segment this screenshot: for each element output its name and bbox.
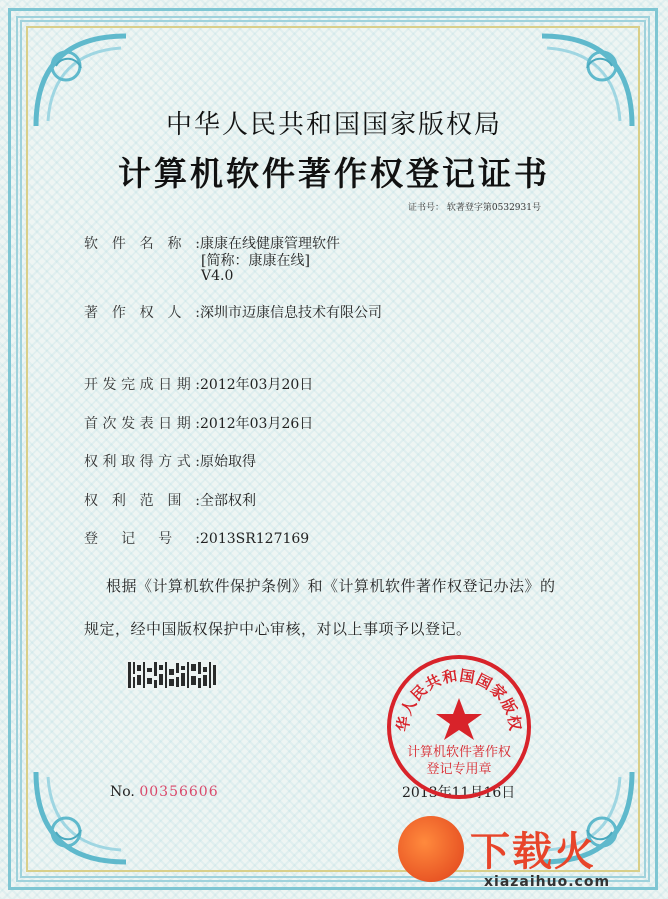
first-publication-date-value: 2012年03月26日 (200, 416, 314, 432)
certificate-title: 计算机软件著作权登记证书 (118, 154, 550, 193)
dev-completion-date-value: 2012年03月20日 (200, 377, 314, 393)
acquisition-method-label: 权利取得方式: (84, 454, 200, 470)
certificate-number (408, 200, 541, 213)
site-watermark (398, 814, 664, 896)
official-seal (384, 652, 534, 802)
acquisition-method-value: 原始取得 (200, 454, 256, 470)
seal-line-1: 计算机软件著作权 (406, 745, 512, 760)
registration-number-label: 登记号: (84, 531, 200, 547)
seal-ring-text: 华人民共和国国家版权 (393, 666, 525, 733)
scope-of-rights-value: 全部权利 (200, 493, 256, 509)
acquisition-method-row (84, 451, 256, 471)
serial-number (110, 784, 219, 800)
dev-completion-date-label: 开发完成日期: (84, 377, 200, 393)
first-publication-date-label: 首次发表日期: (84, 416, 200, 432)
software-name-value: 康康在线健康管理软件 (200, 236, 340, 252)
watermark-url: xiazaihuo.com (484, 874, 611, 890)
serial-prefix: No. (110, 784, 135, 800)
copyright-holder-value: 深圳市迈康信息技术有限公司 (200, 305, 382, 321)
software-version: V4.0 (201, 268, 234, 284)
copyright-holder-label: 著作权人: (84, 305, 200, 321)
seal-line-2: 登记专用章 (426, 762, 492, 777)
serial-value: 00356606 (139, 784, 219, 800)
first-publication-date-row (84, 413, 313, 433)
dev-completion-date-row (84, 374, 313, 394)
watermark-brand: 下载火 (470, 829, 596, 875)
issue-date: 2013年11月16日 (402, 785, 516, 801)
software-name-label: 软件名称: (84, 236, 200, 252)
copyright-holder-row (84, 302, 382, 322)
legal-basis-line-1: 根据《计算机软件保护条例》和《计算机软件著作权登记办法》的 (106, 577, 556, 595)
seal-star-icon (436, 698, 482, 740)
issuing-authority: 中华人民共和国国家版权局 (165, 110, 502, 140)
flame-logo-icon (398, 816, 464, 882)
registration-number-row (84, 528, 309, 548)
registration-number-value: 2013SR127169 (200, 531, 310, 547)
legal-basis-line-2: 规定，经中国版权保护中心审核，对以上事项予以登记。 (84, 620, 472, 638)
2d-barcode (126, 660, 218, 690)
corner-ornament-bottom-left (26, 762, 136, 872)
certificate-number-value: 软著登字第0532931号 (446, 203, 541, 213)
certificate-number-label: 证书号： (408, 203, 445, 213)
software-alias: [简称：康康在线] (201, 253, 310, 269)
scope-of-rights-row (84, 490, 256, 510)
scope-of-rights-label: 权利范围: (84, 493, 200, 509)
